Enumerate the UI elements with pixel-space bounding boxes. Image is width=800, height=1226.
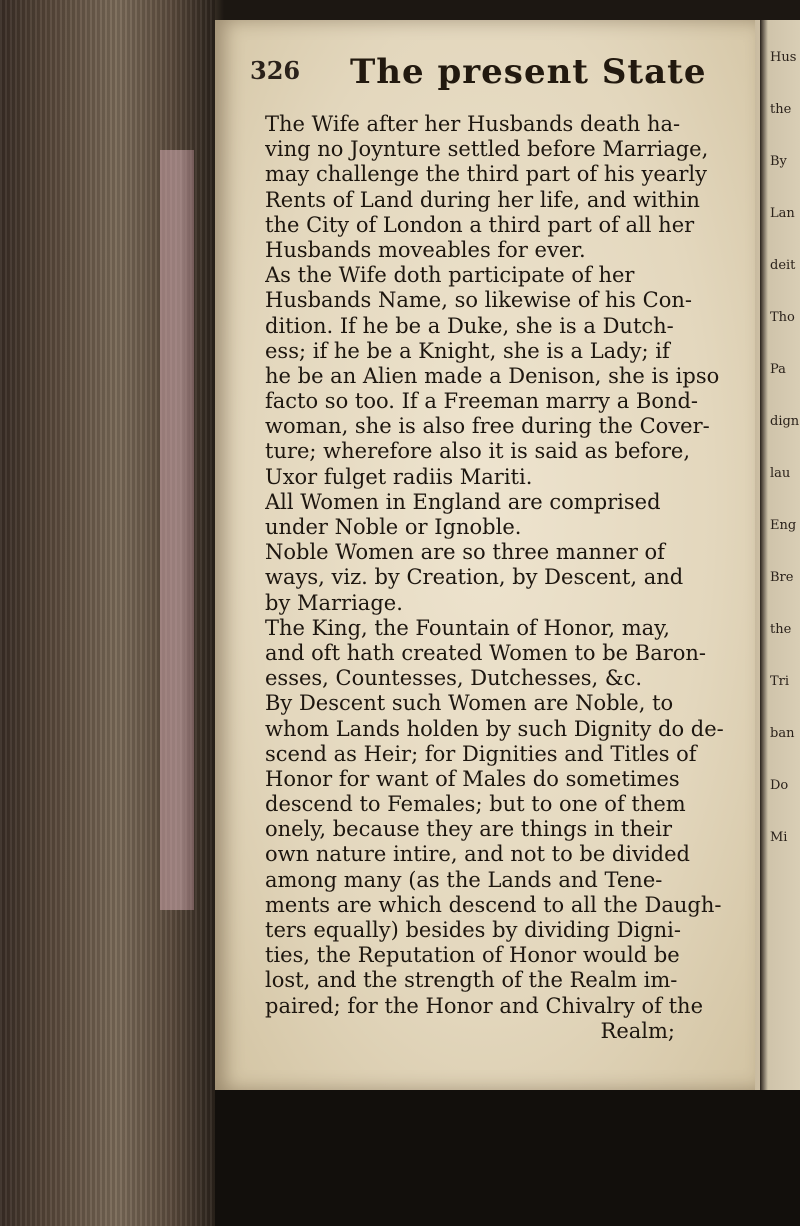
- ribbon-edge: [160, 150, 194, 910]
- text-line: onely, because they are things in their: [265, 817, 673, 842]
- text-line: Husbands Name, so likewise of his Con-: [265, 288, 692, 313]
- margin-fragment: Tri: [770, 674, 790, 689]
- margin-fragment: Bre: [770, 570, 794, 585]
- text-line: Uxor fulget radiis Mariti.: [265, 464, 533, 489]
- text-line: As the Wife doth participate of her: [265, 263, 635, 288]
- text-line: By Descent such Women are Noble, to: [265, 691, 674, 716]
- margin-fragment: lau: [770, 466, 791, 481]
- text-line: woman, she is also free during the Cover-: [265, 414, 710, 439]
- margin-fragment: dign: [770, 414, 800, 429]
- margin-fragment: ban: [770, 726, 795, 741]
- text-line: Husbands moveables for ever.: [265, 237, 586, 262]
- text-line: ways, viz. by Creation, by Descent, and: [265, 565, 684, 590]
- margin-fragment: the: [770, 102, 792, 117]
- text-line: scend as Heir; for Dignities and Titles of: [265, 741, 697, 766]
- margin-fragment: By: [770, 154, 787, 169]
- text-line: ters equally) besides by dividing Digni-: [265, 918, 681, 942]
- margin-fragment: Pa: [770, 362, 786, 377]
- text-line: ties, the Reputation of Honor would be: [265, 943, 680, 968]
- text-line: by Marriage.: [265, 590, 403, 615]
- body-text: [265, 112, 735, 1044]
- catchword: Realm;: [600, 1018, 675, 1043]
- text-line: and oft hath created Women to be Baron-: [265, 640, 707, 665]
- text-line: paired; for the Honor and Chivalry of the: [265, 993, 704, 1018]
- margin-fragment: Mi: [770, 830, 788, 845]
- text-line: dition. If he be a Duke, she is a Dutch-: [265, 313, 674, 338]
- text-line: lost, and the strength of the Realm im-: [265, 968, 678, 993]
- text-line: All Women in England are comprised: [265, 489, 661, 514]
- page-header: [250, 52, 720, 106]
- text-line: ving no Joynture settled before Marriage,: [265, 137, 709, 162]
- text-line: under Noble or Ignoble.: [265, 515, 522, 539]
- margin-fragment: Hus: [770, 50, 797, 65]
- text-line: among many (as the Lands and Tene-: [265, 867, 663, 892]
- book-page: [215, 20, 755, 1090]
- text-line: The King, the Fountain of Honor, may,: [265, 615, 670, 640]
- text-line: own nature intire, and not to be divided: [265, 842, 690, 867]
- text-line: Noble Women are so three manner of: [265, 540, 665, 565]
- book-binding: [0, 0, 215, 1226]
- margin-fragment: Do: [770, 778, 789, 793]
- text-line: esses, Countesses, Dutchesses, &c.: [265, 666, 643, 691]
- margin-fragment: Tho: [770, 310, 795, 325]
- text-line: he be an Alien made a Denison, she is ipso: [265, 363, 720, 388]
- text-line: ess; if he be a Knight, she is a Lady; if: [265, 338, 670, 363]
- text-line: ture; wherefore also it is said as before,: [265, 439, 690, 464]
- margin-fragment: the: [770, 622, 792, 637]
- text-line: Rents of Land during her life, and within: [265, 187, 700, 212]
- text-line: ments are which descend to all the Daugh-: [265, 892, 722, 917]
- text-line: descend to Females; but to one of them: [265, 792, 686, 817]
- text-line: The Wife after her Husbands death ha-: [265, 112, 681, 136]
- text-line: facto so too. If a Freeman marry a Bond-: [265, 389, 699, 414]
- margin-fragment: Lan: [770, 206, 795, 221]
- page-number: 326: [250, 56, 301, 85]
- adjacent-page-strip: [760, 20, 800, 1090]
- text-line: the City of London a third part of all her: [265, 212, 695, 237]
- text-line: may challenge the third part of his yearly: [265, 162, 707, 187]
- margin-fragment: deit: [770, 258, 796, 273]
- margin-fragment: Eng: [770, 518, 797, 533]
- text-line: whom Lands holden by such Dignity do de-: [265, 716, 724, 741]
- running-head: The present State: [350, 52, 707, 92]
- dark-scan-margin: [215, 1090, 800, 1226]
- text-line: Honor for want of Males do sometimes: [265, 766, 680, 791]
